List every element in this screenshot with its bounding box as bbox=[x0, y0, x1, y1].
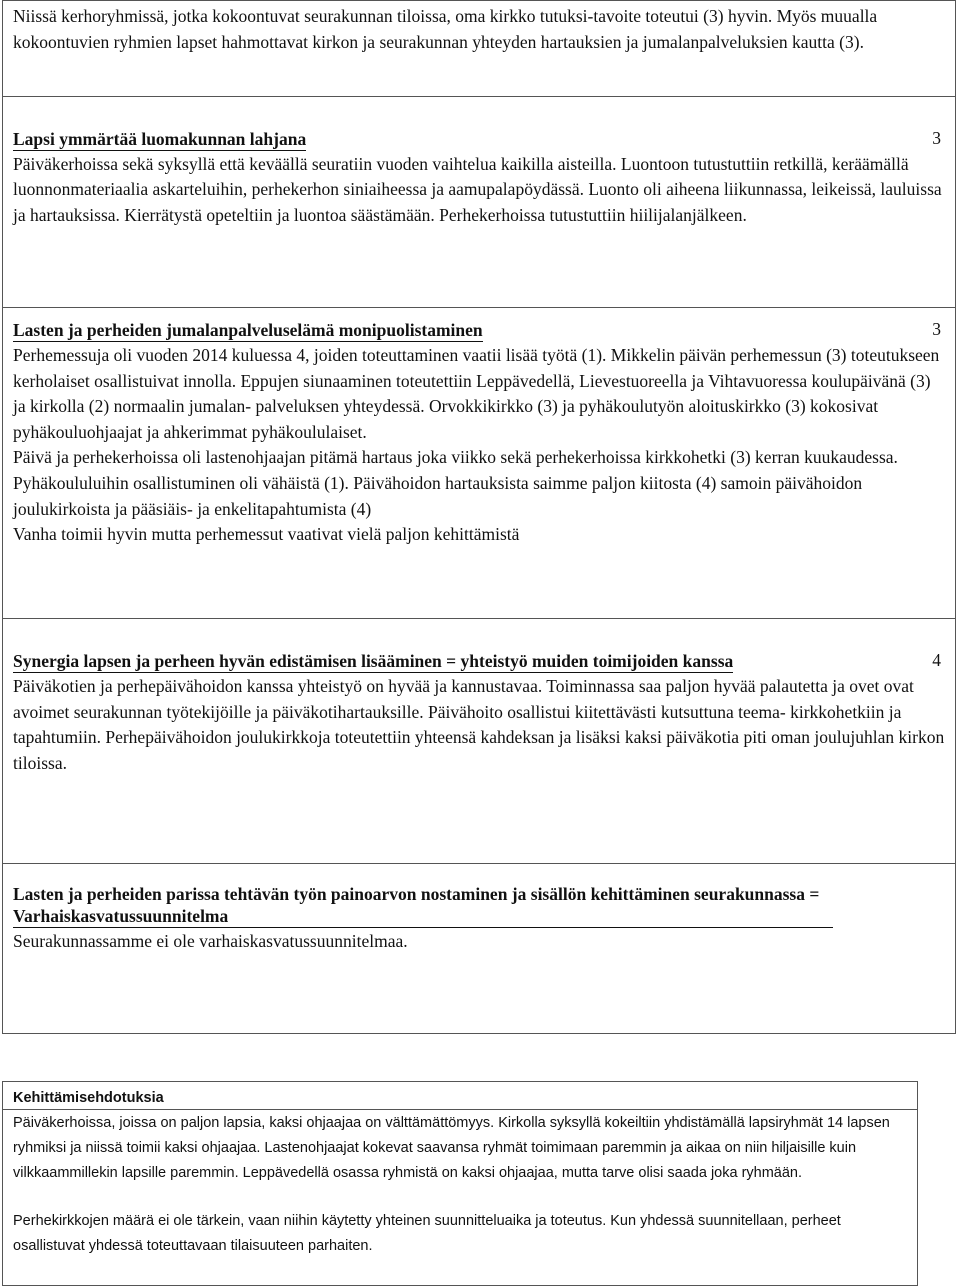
section-curriculum-heading: Lasten ja perheiden parissa tehtävän työn painoarvon nostaminen ja sisällön kehittäminen seurakunnassa = Varhaiskasvatussuunnitelma bbox=[13, 883, 833, 928]
section-nature-heading: Lapsi ymmärtää luomakunnan lahjana bbox=[13, 128, 307, 149]
section-intro-text: Niissä kerhoryhmissä, jotka kokoontuvat seurakunnan tiloissa, oma kirkko tutuksi-tavoite toteutui (3) hyvin. Myös muualla kokoontuvien ryhmien lapset hahmottavat kirkon ja seurakunnan yhteyden hartauksien ja jumalanpalveluksien kautta (3). bbox=[13, 6, 878, 52]
section-worship-text-3: Vanha toimii hyvin mutta perhemessut vaativat vielä paljon kehittämistä bbox=[13, 524, 520, 545]
section-worship bbox=[2, 307, 956, 619]
section-curriculum-text: Seurakunnassamme ei ole varhaiskasvatussuunnitelmaa. bbox=[13, 931, 408, 951]
suggestions-paragraph-1: Päiväkerhoissa, joissa on paljon lapsia, kaksi ohjaajaa on välttämättömyys. Kirkolla syksyllä kokeiltiin yhdistämällä lapsiryhmät 14 lapsen ryhmiksi ja niissä toimii kaksi ohjaajaa. Lastenohjaajat kokevat saavansa ryhmät toimimaan paremmin ja aikaa on niin hiljaisille kuin vilkkaammillekin lapsille paremmin. Leppävedellä osassa ryhmistä on kaksi ohjaajaa, mutta tarve olisi saada joka ryhmään. bbox=[13, 1115, 890, 1181]
section-nature-text: Päiväkerhoissa sekä syksyllä että keväällä seuratiin vuoden vaihtelua kaikilla aisteilla. Luontoon tutustuttiin retkillä, keräämällä luonnonmateriaalia askarteluihin, perhekerhon siniaiheessa ja aamupalapöydässä. Luonto oli aiheena liikunnassa, leikeissä, lauluissa ja hartauksissa. Kierrätystä opeteltiin ja luontoa säästämään. Perhekerhoissa tutustuttiin hiilijalanjälkeen. bbox=[13, 153, 942, 225]
section-synergy-heading: Synergia lapsen ja perheen hyvän edistämisen lisääminen = yhteistyö muiden toimijoiden kanssa bbox=[13, 651, 734, 671]
suggestions-paragraph-2: Perhekirkkojen määrä ei ole tärkein, vaan niihin käytetty yhteinen suunnitteluaika ja toteutus. Kun yhdessä suunnitellaan, perheet osallistuvat yhdessä toteuttavaan tilaisuuteen parhaiten. bbox=[13, 1213, 841, 1254]
section-synergy bbox=[2, 618, 956, 864]
section-curriculum-heading-row bbox=[13, 881, 945, 929]
section-worship-heading: Lasten ja perheiden jumalanpalveluselämä monipuolistaminen bbox=[13, 320, 483, 340]
section-worship-text-1: Perhemessuja oli vuoden 2014 kuluessa 4, joiden toteuttaminen vaatii lisää työtä (1). Mikkelin päivän perhemessun (3) toteutukseen kerholaiset osallistuivat innolla. Eppujen siunaaminen toteutettiin Leppävedellä, Lievestuoreella ja Vihtavuoressa koulupäivänä (3) ja kirkolla (2) normaalin jumalan- palveluksen yhteydessä. Orvokkikirkko (3) ja pyhäkoulutyön aloituskirkko (3) kokosivat pyhäkouluohjaajat ja ahkerimmat pyhäkoululaiset. bbox=[13, 345, 940, 442]
suggestions-box bbox=[2, 1081, 918, 1286]
section-intro bbox=[2, 0, 956, 97]
section-curriculum bbox=[2, 863, 956, 1034]
section-worship-heading-row bbox=[13, 317, 945, 343]
section-nature-score: 3 bbox=[932, 127, 941, 148]
section-nature-heading-row bbox=[13, 126, 945, 152]
section-worship-score: 3 bbox=[932, 319, 941, 339]
section-synergy-score: 4 bbox=[932, 650, 941, 670]
section-synergy-text: Päiväkotien ja perhepäivähoidon kanssa yhteistyö on hyvää ja kannustavaa. Toiminnassa saa paljon hyvää palautetta ja ovet ovat avoimet seurakunnan työtekijöille ja päiväkotihartauksille. Päivähoito osallistui kiitettävästi kutsuttuna teema- kirkkohetkiin ja tapahtumiin. Perhepäivähoidon joulukirkkoja toteutettiin yhteensä kahdeksan ja lisäksi kaksi päiväkotia piti oman joulujuhlan kirkon tiloissa. bbox=[13, 676, 945, 773]
section-synergy-heading-row bbox=[13, 648, 945, 674]
suggestions-title: Kehittämisehdotuksia bbox=[3, 1082, 917, 1110]
suggestions-body bbox=[3, 1110, 917, 1259]
section-worship-text-2: Päivä ja perhekerhoissa oli lastenohjaajan pitämä hartaus joka viikko sekä perhekerhoissa kirkkohetki (3) kerran kuukaudessa. Pyhäkoululuihin osallistuminen oli vähäistä (1). Päivähoidon hartauksista saimme paljon kiitosta (4) samoin päivähoidon joulukirkoista ja pääsiäis- ja enkelitapahtumista (4) bbox=[13, 447, 898, 519]
section-nature bbox=[2, 96, 956, 308]
